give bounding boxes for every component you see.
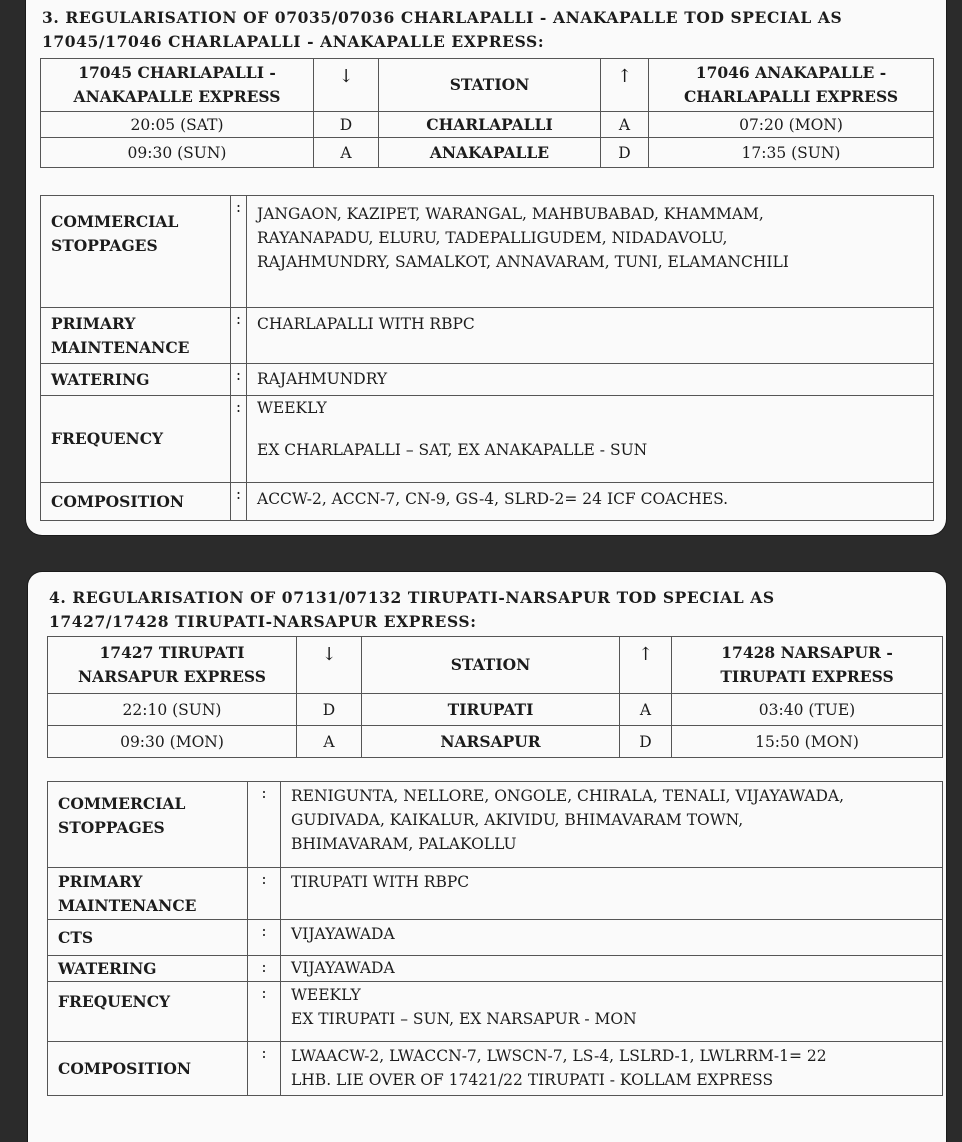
up-flag: D: [601, 138, 649, 168]
watering-value: RAJAHMUNDRY: [247, 364, 934, 396]
composition-label: COMPOSITION: [41, 483, 231, 521]
composition-row: COMPOSITION : ACCW-2, ACCN-7, CN-9, GS-4, SLRD-2= 24 ICF COACHES.: [41, 483, 934, 521]
frequency-value: WEEKLY EX TIRUPATI – SUN, EX NARSAPUR - MON: [281, 982, 943, 1042]
section-3-heading: 3. REGULARISATION OF 07035/07036 CHARLAPALLI - ANAKAPALLE TOD SPECIAL AS 17045/17046 CHARLAPALLI - ANAKAPALLE EXPRESS:: [42, 8, 843, 51]
maintenance-label: PRIMARY MAINTENANCE: [48, 868, 248, 920]
table-header-row: [48, 637, 943, 694]
up-time: 17:35 (SUN): [649, 138, 934, 168]
section-4-heading: 4. REGULARISATION OF 07131/07132 TIRUPATI-NARSAPUR TOD SPECIAL AS 17427/17428 TIRUPATI-NARSAPUR EXPRESS:: [49, 588, 775, 631]
stoppages-label: COMMERCIAL STOPPAGES: [41, 196, 231, 308]
maintenance-row: PRIMARY MAINTENANCE : CHARLAPALLI WITH RBPC: [41, 308, 934, 364]
up-time: 15:50 (MON): [672, 726, 943, 758]
composition-row: COMPOSITION : LWAACW-2, LWACCN-7, LWSCN-7, LS-4, LSLRD-1, LWLRRM-1= 22 LHB. LIE OVER OF 17421/22 TIRUPATI - KOLLAM EXPRESS: [48, 1042, 943, 1096]
station-name: CHARLAPALLI: [379, 112, 601, 138]
arrow-up-icon: ↑: [637, 644, 654, 665]
maintenance-label: PRIMARY MAINTENANCE: [41, 308, 231, 364]
table-row: [48, 726, 943, 758]
watering-value: VIJAYAWADA: [281, 956, 943, 982]
up-time: 03:40 (TUE): [672, 694, 943, 726]
frequency-row: FREQUENCY : WEEKLY EX CHARLAPALLI – SAT, EX ANAKAPALLE - SUN: [41, 396, 934, 483]
watering-label: WATERING: [41, 364, 231, 396]
up-time: 07:20 (MON): [649, 112, 934, 138]
table-row: [41, 112, 934, 138]
frequency-row: FREQUENCY : WEEKLY EX TIRUPATI – SUN, EX NARSAPUR - MON: [48, 982, 943, 1042]
arrow-down-icon: ↓: [321, 644, 337, 665]
down-flag: A: [297, 726, 362, 758]
frequency-label: FREQUENCY: [48, 982, 248, 1042]
up-train-header: 17046 ANAKAPALLE - CHARLAPALLI EXPRESS: [649, 59, 934, 112]
up-flag: A: [601, 112, 649, 138]
table-row: [41, 138, 934, 168]
station-header: STATION: [362, 637, 620, 694]
section-3-card: [26, 0, 946, 535]
up-flag: A: [620, 694, 672, 726]
arrow-up-icon: ↑: [616, 66, 633, 87]
section-4-details-table: [47, 781, 943, 1096]
down-flag: D: [297, 694, 362, 726]
down-flag: A: [314, 138, 379, 168]
maintenance-value: TIRUPATI WITH RBPC: [281, 868, 943, 920]
down-time: 22:10 (SUN): [48, 694, 297, 726]
composition-label: COMPOSITION: [48, 1042, 248, 1096]
station-name: NARSAPUR: [362, 726, 620, 758]
stoppages-value: JANGAON, KAZIPET, WARANGAL, MAHBUBABAD, KHAMMAM, RAYANAPADU, ELURU, TADEPALLIGUDEM, NIDADAVOLU, RAJAHMUNDRY, SAMALKOT, ANNAVARAM, TUNI, ELAMANCHILI: [247, 196, 934, 308]
down-flag: D: [314, 112, 379, 138]
station-header: STATION: [379, 59, 601, 112]
down-train-header: 17045 CHARLAPALLI - ANAKAPALLE EXPRESS: [41, 59, 314, 112]
section-4-card: [28, 572, 946, 1142]
frequency-label: FREQUENCY: [41, 396, 231, 483]
station-name: ANAKAPALLE: [379, 138, 601, 168]
cts-value: VIJAYAWADA: [281, 920, 943, 956]
cts-row: CTS : VIJAYAWADA: [48, 920, 943, 956]
watering-row: WATERING : RAJAHMUNDRY: [41, 364, 934, 396]
station-name: TIRUPATI: [362, 694, 620, 726]
section-3-timing-table: [40, 58, 934, 168]
stoppages-label: COMMERCIAL STOPPAGES: [48, 782, 248, 868]
up-flag: D: [620, 726, 672, 758]
watering-row: WATERING : VIJAYAWADA: [48, 956, 943, 982]
maintenance-value: CHARLAPALLI WITH RBPC: [247, 308, 934, 364]
down-time: 20:05 (SAT): [41, 112, 314, 138]
composition-value: LWAACW-2, LWACCN-7, LWSCN-7, LS-4, LSLRD-1, LWLRRM-1= 22 LHB. LIE OVER OF 17421/22 TIRUPATI - KOLLAM EXPRESS: [281, 1042, 943, 1096]
section-4-timing-table: [47, 636, 943, 758]
table-header-row: [41, 59, 934, 112]
frequency-value: WEEKLY EX CHARLAPALLI – SAT, EX ANAKAPALLE - SUN: [247, 396, 934, 483]
down-train-header: 17427 TIRUPATI NARSAPUR EXPRESS: [48, 637, 297, 694]
up-train-header: 17428 NARSAPUR - TIRUPATI EXPRESS: [672, 637, 943, 694]
down-time: 09:30 (SUN): [41, 138, 314, 168]
down-time: 09:30 (MON): [48, 726, 297, 758]
stoppages-value: RENIGUNTA, NELLORE, ONGOLE, CHIRALA, TENALI, VIJAYAWADA, GUDIVADA, KAIKALUR, AKIVIDU, BHIMAVARAM TOWN, BHIMAVARAM, PALAKOLLU: [281, 782, 943, 868]
watering-label: WATERING: [48, 956, 248, 982]
arrow-down-icon: ↓: [338, 66, 354, 87]
composition-value: ACCW-2, ACCN-7, CN-9, GS-4, SLRD-2= 24 ICF COACHES.: [247, 483, 934, 521]
stoppages-row: COMMERCIAL STOPPAGES : JANGAON, KAZIPET, WARANGAL, MAHBUBABAD, KHAMMAM, RAYANAPADU, ELURU, TADEPALLIGUDEM, NIDADAVOLU, RAJAHMUNDRY, SAMALKOT, ANNAVARAM, TUNI, ELAMANCHILI: [41, 196, 934, 308]
maintenance-row: PRIMARY MAINTENANCE : TIRUPATI WITH RBPC: [48, 868, 943, 920]
stoppages-row: COMMERCIAL STOPPAGES : RENIGUNTA, NELLORE, ONGOLE, CHIRALA, TENALI, VIJAYAWADA, GUDIVADA, KAIKALUR, AKIVIDU, BHIMAVARAM TOWN, BHIMAVARAM, PALAKOLLU: [48, 782, 943, 868]
table-row: [48, 694, 943, 726]
cts-label: CTS: [48, 920, 248, 956]
section-3-details-table: [40, 195, 934, 521]
